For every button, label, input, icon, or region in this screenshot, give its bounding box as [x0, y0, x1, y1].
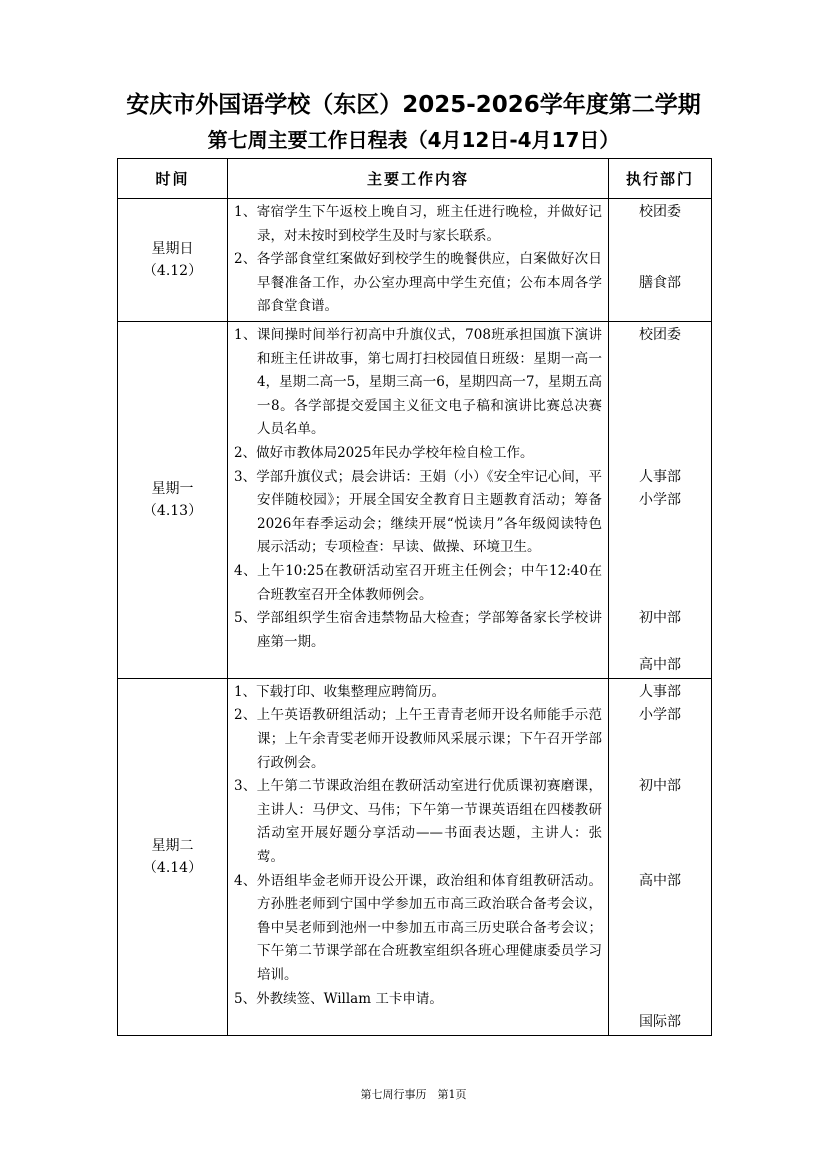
schedule-table: [117, 158, 712, 1036]
dept-label: 小学部: [639, 492, 681, 509]
work-item: 3、学部升旗仪式；晨会讲话：王娟（小）《安全牢记心间，平安伴随校园》；开展全国安全教育日主题教育活动；筹备2026年春季运动会；继续开展“悦读月”各年级阅读特色展示活动；专项检查：早读、做操、环境卫生。: [234, 468, 602, 556]
work-item: 4、上午10:25在教研活动室召开班主任例会；中午12:40在合班教室召开全体教师例会。: [234, 562, 602, 603]
dept-label: 高中部: [639, 657, 681, 674]
dept-label: 小学部: [639, 707, 681, 724]
table-row: [118, 321, 712, 678]
day-date: （4.14）: [142, 859, 203, 876]
work-item: 3、上午第二节课政治组在教研活动室进行优质课初赛磨课，主讲人：马伊文、马伟；下午第一节课英语组在四楼教研活动室开展好题分享活动——书面表达题，主讲人：张莺。: [234, 778, 602, 866]
work-item: 1、寄宿学生下午返校上晚自习，班主任进行晚检，并做好记录，对未按时到校学生及时与家长联系。: [234, 204, 602, 244]
dept-label: 膳食部: [639, 274, 681, 291]
dept-label: 初中部: [639, 610, 681, 627]
header-dept: 执行部门: [609, 159, 712, 199]
dept-label: 初中部: [639, 778, 681, 795]
page-footer: 第七周行事历 第1页: [360, 1088, 467, 1101]
table-row: [118, 199, 712, 322]
work-item: 2、各学部食堂红案做好到校学生的晚餐供应，白案做好次日早餐准备工作，办公室办理高中学生充值；公布本周各学部食堂食谱。: [234, 251, 602, 315]
day-cell: [118, 321, 228, 678]
table-row: [118, 678, 712, 1035]
day-date: （4.13）: [142, 502, 203, 519]
document-subtitle: 第七周主要工作日程表（4月12日-4月17日）: [207, 128, 620, 152]
work-item: 1、下载打印、收集整理应聘简历。: [234, 683, 446, 700]
dept-label: 国际部: [639, 1014, 681, 1031]
table-header-row: [118, 159, 712, 199]
day-cell: [118, 678, 228, 1035]
content-cell: [228, 199, 609, 322]
dept-cell: [609, 321, 712, 678]
dept-label: 人事部: [639, 468, 681, 485]
day-date: （4.12）: [142, 262, 203, 279]
header-time: 时间: [118, 159, 228, 199]
dept-label: 高中部: [639, 872, 681, 889]
header-content: 主要工作内容: [228, 159, 609, 199]
day-name: 星期一: [151, 480, 194, 497]
day-cell: [118, 199, 228, 322]
work-item: 5、学部组织学生宿舍违禁物品大检查；学部筹备家长学校讲座第一期。: [234, 610, 602, 650]
work-item: 2、做好市教体局2025年民办学校年检自检工作。: [234, 444, 534, 461]
day-name: 星期二: [151, 837, 194, 854]
dept-cell: [609, 199, 712, 322]
work-item: 4、外语组毕金老师开设公开课，政治组和体育组教研活动。方孙胜老师到宁国中学参加五市高三政治联合备考会议，鲁中昊老师到池州一中参加五市高三历史联合备考会议；下午第二节课学部在合班教室组织各班心理健康委员学习培训。: [234, 872, 602, 983]
dept-label: 校团委: [639, 326, 681, 343]
content-cell: [228, 678, 609, 1035]
document-title: 安庆市外国语学校（东区）2025-2026学年度第二学期: [126, 92, 701, 118]
dept-label: 人事部: [639, 683, 681, 700]
dept-cell: [609, 678, 712, 1035]
content-cell: [228, 321, 609, 678]
work-item: 5、外教续签、Willam 工卡申请。: [234, 990, 443, 1007]
work-item: 1、课间操时间举行初高中升旗仪式，708班承担国旗下演讲和班主任讲故事，第七周打扫校园值日班级：星期一高一4，星期二高一5，星期三高一6，星期四高一7，星期五高一8。各学部提交爱国主义征文电子稿和演讲比赛总决赛人员名单。: [234, 326, 602, 438]
day-name: 星期日: [151, 240, 194, 257]
work-item: 2、上午英语教研组活动；上午王青青老师开设名师能手示范课；上午余青雯老师开设教师风采展示课；下午召开学部行政例会。: [234, 707, 602, 771]
dept-label: 校团委: [639, 204, 681, 220]
